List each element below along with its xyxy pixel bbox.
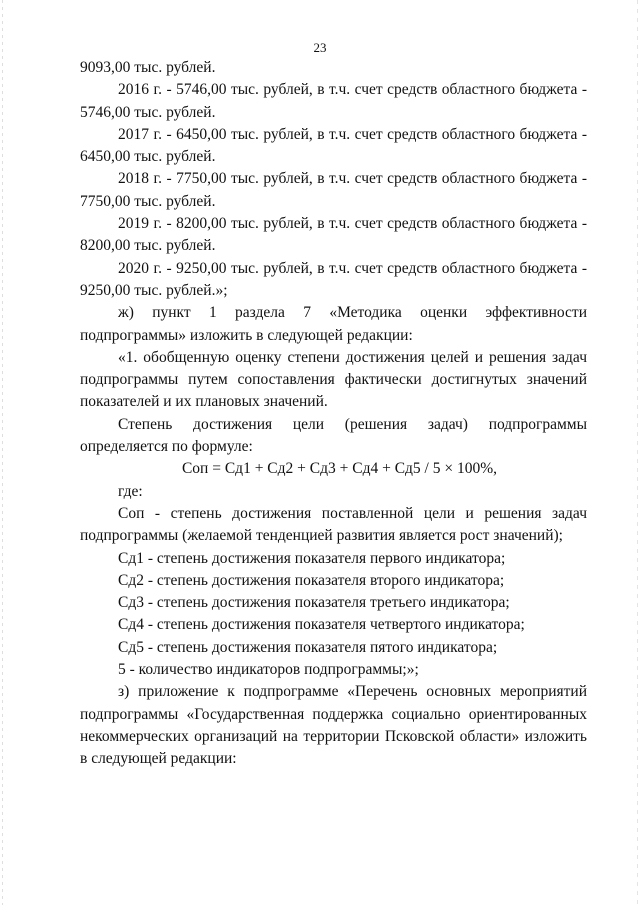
- definition-sd1: Сд1 - степень достижения показателя первого индикатора;: [118, 549, 506, 567]
- document-body: [80, 57, 587, 771]
- paragraph-funding-2017: 2017 г. - 6450,00 тыс. рублей, в т.ч. счет средств областного бюджета - 6450,00 тыс. рублей.: [80, 125, 587, 166]
- paragraph-item-zh: ж) пункт 1 раздела 7 «Методика оценки эффективности подпрограммы» изложить в следующей редакции:: [80, 304, 587, 344]
- paragraph-where: где:: [118, 482, 143, 500]
- paragraph-funding-2018: 2018 г. - 7750,00 тыс. рублей, в т.ч. счет средств областного бюджета - 7750,00 тыс. рублей.: [80, 170, 587, 210]
- formula: Соп = Сд1 + Сд2 + Сд3 + Сд4 + Сд5 / 5 × 100%,: [181, 460, 498, 478]
- paragraph-item-z: з) приложение к подпрограмме «Перечень основных мероприятий подпрограммы «Государственная поддержка социально ориентированных некоммерческих организаций на территории Псковской области» изложить в следующей редакции:: [80, 683, 587, 768]
- definition-sd5: Сд5 - степень достижения показателя пятого индикатора;: [118, 638, 498, 656]
- definition-sd4: Сд4 - степень достижения показателя четвертого индикатора;: [118, 616, 525, 634]
- page-number: 23: [313, 40, 327, 55]
- scan-edge-left: [2, 0, 3, 905]
- definition-indicator-count: 5 - количество индикаторов подпрограммы;»;: [118, 661, 419, 679]
- definition-sd2: Сд2 - степень достижения показателя второго индикатора;: [118, 571, 505, 589]
- definition-sop: Соп - степень достижения поставленной цели и решения задач подпрограммы (желаемой тенденцией развития является рост значений);: [80, 504, 587, 545]
- paragraph-funding-2020: 2020 г. - 9250,00 тыс. рублей, в т.ч. счет средств областного бюджета - 9250,00 тыс. рублей.»;: [80, 259, 587, 299]
- paragraph-funding-2019: 2019 г. - 8200,00 тыс. рублей, в т.ч. счет средств областного бюджета - 8200,00 тыс. рублей.: [80, 215, 587, 255]
- paragraph-funding-carryover: 9093,00 тыс. рублей.: [80, 59, 216, 76]
- paragraph-funding-2016: 2016 г. - 5746,00 тыс. рублей, в т.ч. счет средств областного бюджета - 5746,00 тыс. рублей.: [80, 81, 587, 121]
- paragraph-assessment-method: «1. обобщенную оценку степени достижения целей и решения задач подпрограммы путем сопоставления фактически достигнутых значений показателей и их плановых значений.: [80, 348, 587, 411]
- paragraph-formula-intro: Степень достижения цели (решения задач) подпрограммы определяется по формуле:: [80, 415, 587, 456]
- scan-edge-right: [637, 0, 638, 905]
- definition-sd3: Сд3 - степень достижения показателя третьего индикатора;: [118, 594, 510, 612]
